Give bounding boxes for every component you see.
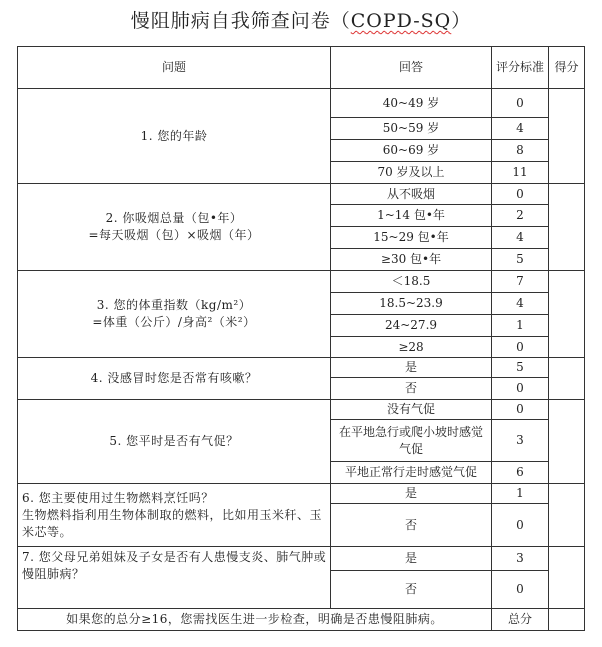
table-row <box>18 89 585 118</box>
option-label: ≥30 包•年 <box>331 249 492 271</box>
questionnaire-table <box>17 46 585 631</box>
option-score: 0 <box>492 378 549 400</box>
option-label: 否 <box>331 571 492 609</box>
option-label: 在平地急行或爬小坡时感觉气促 <box>331 420 492 462</box>
question-6-line1: 6. 您主要使用过生物燃料烹饪吗？ <box>22 490 214 505</box>
header-standard: 评分标准 <box>492 47 549 89</box>
option-score: 0 <box>492 184 549 205</box>
total-label: 总分 <box>492 609 549 631</box>
header-answer: 回答 <box>331 47 492 89</box>
option-label: ≥28 <box>331 337 492 358</box>
option-score: 11 <box>492 162 549 184</box>
option-label: 15~29 包•年 <box>331 227 492 249</box>
option-score: 6 <box>492 462 549 484</box>
table-row <box>18 358 585 378</box>
question-1: 1. 您的年龄 <box>18 89 331 184</box>
option-score: 0 <box>492 89 549 118</box>
option-label: 40~49 岁 <box>331 89 492 118</box>
header-score: 得分 <box>549 47 585 89</box>
score-cell-4[interactable] <box>549 358 585 400</box>
table-row <box>18 400 585 420</box>
footer-row <box>18 609 585 631</box>
score-cell-2[interactable] <box>549 184 585 271</box>
header-question: 问题 <box>18 47 331 89</box>
option-score: 8 <box>492 140 549 162</box>
question-6 <box>18 484 331 547</box>
option-label: 18.5~23.9 <box>331 293 492 315</box>
option-label: 是 <box>331 484 492 504</box>
option-label: 70 岁及以上 <box>331 162 492 184</box>
option-score: 0 <box>492 571 549 609</box>
option-score: 0 <box>492 400 549 420</box>
score-cell-7[interactable] <box>549 547 585 609</box>
option-label: ＜18.5 <box>331 271 492 293</box>
option-label: 是 <box>331 358 492 378</box>
footer-note: 如果您的总分≥16，您需找医生进一步检查，明确是否患慢阻肺病。 <box>18 609 492 631</box>
question-4: 4. 没感冒时您是否常有咳嗽？ <box>18 358 331 400</box>
option-label: 否 <box>331 378 492 400</box>
option-label: 是 <box>331 547 492 571</box>
option-label: 50~59 岁 <box>331 118 492 140</box>
option-score: 7 <box>492 271 549 293</box>
option-label: 从不吸烟 <box>331 184 492 205</box>
option-score: 5 <box>492 249 549 271</box>
question-7: 7. 您父母兄弟姐妹及子女是否有人患慢支炎、肺气肿或慢阻肺病？ <box>18 547 331 609</box>
score-cell-5[interactable] <box>549 400 585 484</box>
question-5: 5. 您平时是否有气促？ <box>18 400 331 484</box>
question-3-line1: 3. 您的体重指数（kg/m²） <box>96 298 252 312</box>
table-row <box>18 547 585 571</box>
option-score: 4 <box>492 227 549 249</box>
table-row <box>18 184 585 205</box>
question-2-line1: 2. 你吸烟总量（包•年） <box>105 211 243 225</box>
score-cell-3[interactable] <box>549 271 585 358</box>
title-acronym: COPD-SQ <box>350 10 452 32</box>
option-score: 2 <box>492 205 549 227</box>
question-2-line2: =每天吸烟（包）×吸烟（年） <box>88 228 260 242</box>
option-score: 1 <box>492 315 549 337</box>
option-score: 3 <box>492 547 549 571</box>
option-label: 1~14 包•年 <box>331 205 492 227</box>
table-row <box>18 484 585 504</box>
option-score: 4 <box>492 118 549 140</box>
header-row <box>18 47 585 89</box>
question-3 <box>18 271 331 358</box>
option-label: 没有气促 <box>331 400 492 420</box>
total-score-cell[interactable] <box>549 609 585 631</box>
option-score: 0 <box>492 337 549 358</box>
table-row <box>18 271 585 293</box>
option-score: 5 <box>492 358 549 378</box>
option-label: 平地正常行走时感觉气促 <box>331 462 492 484</box>
score-cell-1[interactable] <box>549 89 585 184</box>
question-3-line2: =体重（公斤）/身高²（米²） <box>92 315 256 329</box>
question-2 <box>18 184 331 271</box>
option-score: 0 <box>492 504 549 547</box>
option-score: 4 <box>492 293 549 315</box>
option-label: 24~27.9 <box>331 315 492 337</box>
option-score: 3 <box>492 420 549 462</box>
question-6-line2: 生物燃料指利用生物体制取的燃料，比如用玉米秆、玉米芯等。 <box>22 507 323 539</box>
option-score: 1 <box>492 484 549 504</box>
page-title: 慢阻肺病自我筛查问卷（COPD-SQ） <box>130 10 472 32</box>
option-label: 否 <box>331 504 492 547</box>
option-label: 60~69 岁 <box>331 140 492 162</box>
score-cell-6[interactable] <box>549 484 585 547</box>
